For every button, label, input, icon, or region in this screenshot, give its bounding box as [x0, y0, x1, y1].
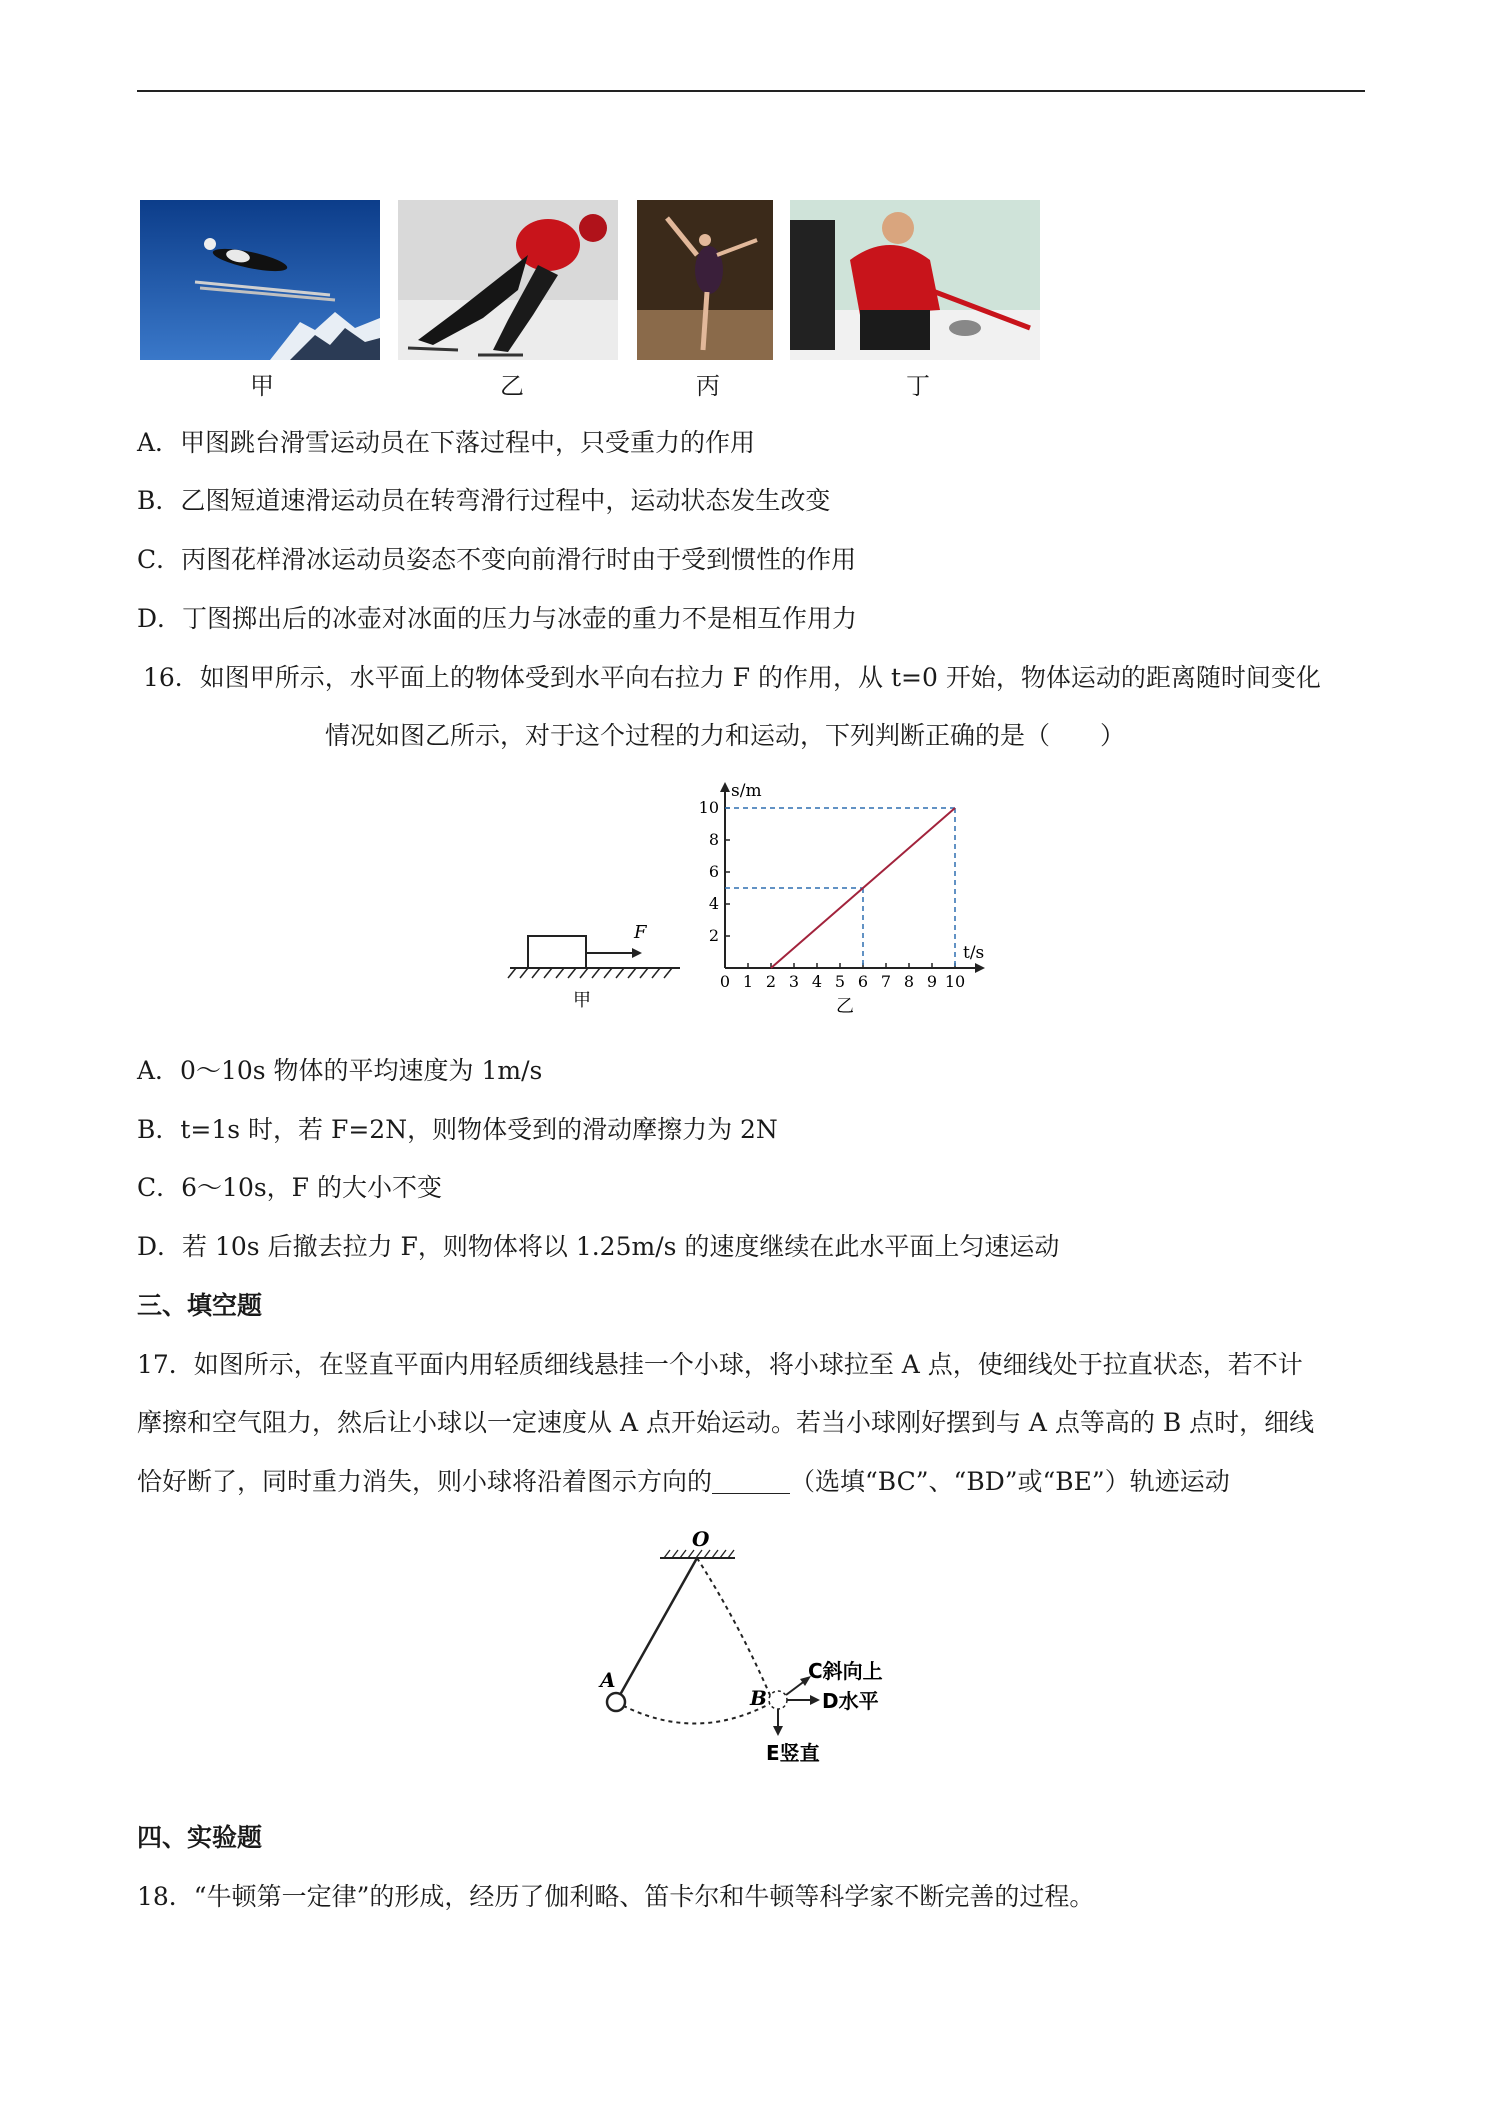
y-tick-label: 6: [708, 862, 719, 881]
x-tick-label: 10: [944, 972, 966, 991]
direction-d-label: D水平: [822, 1689, 879, 1713]
q15-option-c: C．丙图花样滑冰运动员姿态不变向前滑行时由于受到惯性的作用: [137, 545, 857, 574]
point-o-label: O: [692, 1530, 710, 1551]
x-tick-label: 8: [903, 972, 915, 991]
q16-option-d: D．若 10s 后撤去拉力 F，则物体将以 1.25m/s 的速度继续在此水平面上匀速运动: [137, 1232, 1060, 1261]
y-tick-label: 8: [708, 830, 719, 849]
force-label: F: [634, 922, 647, 943]
q17-line3-pre: 恰好断了，同时重力消失，则小球将沿着图示方向的: [137, 1467, 713, 1496]
q16-figure-a: [500, 908, 700, 1018]
photo-curling: [790, 200, 1040, 360]
x-tick-label: 2: [765, 972, 777, 991]
direction-e-label: E竖直: [766, 1741, 820, 1765]
photo-caption-3: 丙: [696, 372, 720, 400]
q17-line3: [137, 1465, 1230, 1499]
x-tick-label: 5: [834, 972, 846, 991]
q16-figure-b: [695, 780, 995, 1020]
q16-option-c: C．6～10s，F 的大小不变: [137, 1173, 442, 1202]
q15-option-b: B．乙图短道速滑运动员在转弯滑行过程中，运动状态发生改变: [137, 486, 831, 515]
y-axis-arrow: [720, 782, 730, 792]
header-rule: [137, 90, 1365, 92]
q15-option-a: A．甲图跳台滑雪运动员在下落过程中，只受重力的作用: [137, 428, 756, 457]
q17-line1: 17．如图所示，在竖直平面内用轻质细线悬挂一个小球，将小球拉至 A 点，使细线处于拉直状态，若不计: [137, 1350, 1303, 1379]
point-b-label: B: [750, 1686, 767, 1710]
q16-option-a: A．0～10s 物体的平均速度为 1m/s: [137, 1056, 543, 1085]
x-axis-label: t/s: [963, 943, 985, 963]
photo-speed-skating: [398, 200, 618, 360]
q16-stem-line1: 16．如图甲所示，水平面上的物体受到水平向右拉力 F 的作用，从 t=0 开始，物体运动的距离随时间变化: [143, 663, 1321, 692]
y-axis-label: s/m: [731, 781, 762, 801]
direction-c-label: C斜向上: [808, 1659, 883, 1683]
point-a-label: A: [600, 1668, 616, 1692]
st-chart: [695, 780, 995, 1020]
q16-option-b: B．t=1s 时，若 F=2N，则物体受到的滑动摩擦力为 2N: [137, 1115, 778, 1144]
q15-option-d: D．丁图掷出后的冰壶对冰面的压力与冰壶的重力不是相互作用力: [137, 604, 858, 633]
photo-figure-skating: [637, 200, 773, 360]
x-tick-label: 7: [880, 972, 892, 991]
q16-figure-b-caption: 乙: [836, 996, 854, 1017]
q18-line1: 18．“牛顿第一定律”的形成，经历了伽利略、笛卡尔和牛顿等科学家不断完善的过程。: [137, 1882, 1095, 1911]
q16-stem-line2: 情况如图乙所示，对于这个过程的力和运动，下列判断正确的是（ ）: [325, 721, 1126, 750]
x-tick-label: 4: [811, 972, 823, 991]
q16-figure-a-caption: 甲: [573, 990, 591, 1011]
x-tick-label: 6: [857, 972, 869, 991]
section-3-title: 三、填空题: [137, 1291, 263, 1320]
photo-ski-jump: [140, 200, 380, 360]
q17-pendulum-figure: [590, 1530, 910, 1780]
x-axis-arrow: [975, 963, 985, 973]
section-4-title: 四、实验题: [137, 1823, 263, 1852]
photo-caption-4: 丁: [906, 372, 930, 400]
x-tick-label: 9: [926, 972, 938, 991]
q17-line3-post: （选填“BC”、“BD”或“BE”）轨迹运动: [790, 1467, 1230, 1496]
photo-caption-1: 甲: [250, 372, 274, 400]
y-tick-label: 2: [708, 926, 719, 945]
y-tick-label: 4: [708, 894, 719, 913]
x-tick-label: 0: [719, 972, 731, 991]
answer-blank[interactable]: [712, 1467, 790, 1494]
x-tick-label: 1: [742, 972, 754, 991]
y-tick-label: 10: [698, 798, 719, 817]
x-tick-label: 3: [788, 972, 800, 991]
q17-line2: 摩擦和空气阻力，然后让小球以一定速度从 A 点开始运动。若当小球刚好摆到与 A 点等高的 B 点时，细线: [137, 1408, 1315, 1437]
photo-caption-2: 乙: [500, 372, 524, 400]
